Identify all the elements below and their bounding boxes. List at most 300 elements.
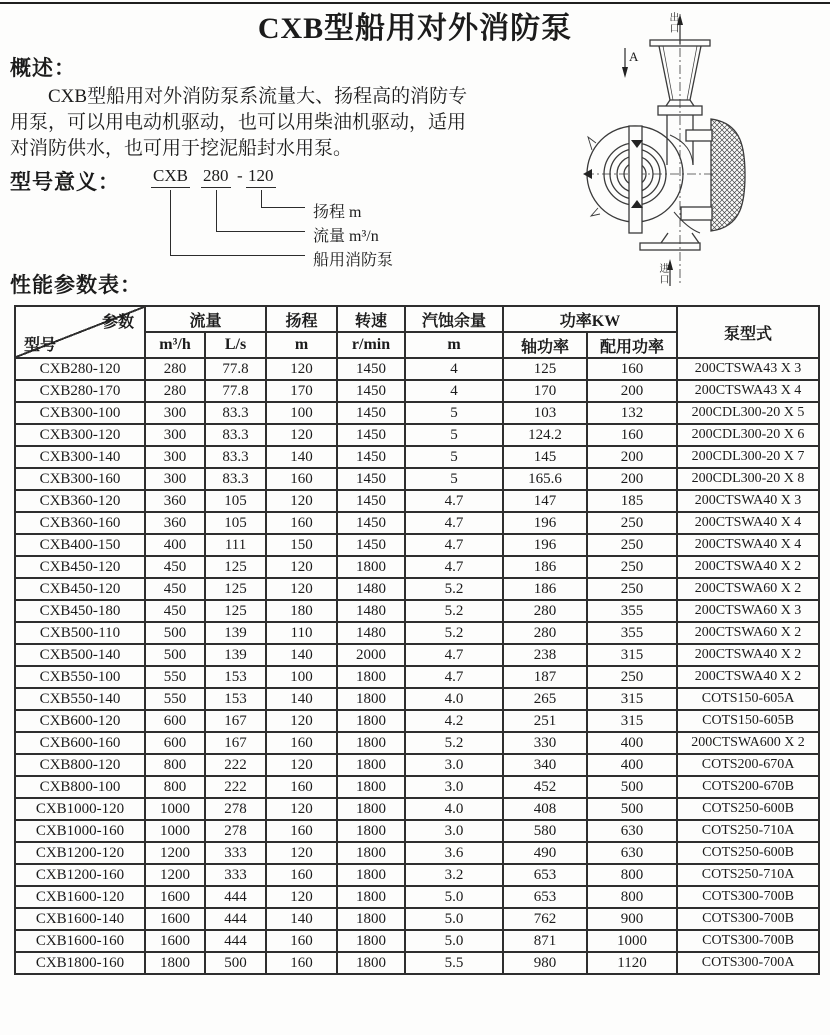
table-row: [15, 534, 819, 556]
pump-type-cell: 200CTSWA600 X 2: [677, 732, 819, 754]
value-cell: 1450: [337, 380, 405, 402]
model-cell: CXB600-160: [15, 732, 145, 754]
model-cell: CXB280-120: [15, 358, 145, 380]
col-flow-m3h: m³/h: [145, 332, 205, 358]
value-cell: 653: [503, 864, 587, 886]
value-cell: 800: [145, 776, 205, 798]
pump-type-cell: 200CTSWA43 X 3: [677, 358, 819, 380]
value-cell: 160: [266, 776, 337, 798]
value-cell: 120: [266, 358, 337, 380]
value-cell: 1800: [337, 886, 405, 908]
value-cell: 1450: [337, 512, 405, 534]
table-row: [15, 424, 819, 446]
value-cell: 120: [266, 842, 337, 864]
value-cell: 120: [266, 556, 337, 578]
value-cell: 1800: [337, 754, 405, 776]
model-meaning-heading: 型号意义：: [10, 170, 120, 194]
col-shaft-power: 轴功率: [503, 332, 587, 358]
col-group-power: 功率KW: [503, 306, 677, 332]
value-cell: 600: [145, 710, 205, 732]
value-cell: 3.6: [405, 842, 503, 864]
value-cell: 450: [145, 556, 205, 578]
value-cell: 400: [587, 754, 677, 776]
table-row: [15, 402, 819, 424]
value-cell: 185: [587, 490, 677, 512]
value-cell: 77.8: [205, 380, 266, 402]
model-cell: CXB450-120: [15, 556, 145, 578]
value-cell: 280: [145, 380, 205, 402]
header-row-1: [15, 306, 819, 332]
value-cell: 490: [503, 842, 587, 864]
value-cell: 5.2: [405, 578, 503, 600]
value-cell: 132: [587, 402, 677, 424]
value-cell: 5: [405, 424, 503, 446]
value-cell: 105: [205, 490, 266, 512]
table-row: [15, 930, 819, 952]
value-cell: 1480: [337, 622, 405, 644]
value-cell: 200: [587, 468, 677, 490]
model-cell: CXB550-100: [15, 666, 145, 688]
value-cell: 2000: [337, 644, 405, 666]
value-cell: 222: [205, 754, 266, 776]
pump-type-cell: COTS250-710A: [677, 864, 819, 886]
value-cell: 355: [587, 622, 677, 644]
model-cell: CXB280-170: [15, 380, 145, 402]
value-cell: 153: [205, 688, 266, 710]
value-cell: 278: [205, 820, 266, 842]
value-cell: 280: [503, 600, 587, 622]
model-cell: CXB1600-140: [15, 908, 145, 930]
value-cell: 160: [266, 468, 337, 490]
value-cell: 165.6: [503, 468, 587, 490]
value-cell: 180: [266, 600, 337, 622]
table-row: [15, 842, 819, 864]
table-row: [15, 644, 819, 666]
value-cell: 110: [266, 622, 337, 644]
value-cell: 1600: [145, 886, 205, 908]
value-cell: 160: [587, 358, 677, 380]
model-cell: CXB1000-160: [15, 820, 145, 842]
table-row: [15, 622, 819, 644]
model-code-flow: 280: [201, 166, 231, 188]
col-rated-power: 配用功率: [587, 332, 677, 358]
value-cell: 4.7: [405, 490, 503, 512]
value-cell: 280: [145, 358, 205, 380]
pump-type-cell: 200CTSWA40 X 4: [677, 534, 819, 556]
value-cell: 3.0: [405, 820, 503, 842]
col-head-unit: m: [266, 332, 337, 358]
value-cell: 5.0: [405, 886, 503, 908]
value-cell: 5: [405, 402, 503, 424]
value-cell: 1800: [337, 930, 405, 952]
table-row: [15, 776, 819, 798]
value-cell: 1800: [337, 666, 405, 688]
value-cell: 187: [503, 666, 587, 688]
value-cell: 1450: [337, 402, 405, 424]
value-cell: 1800: [337, 556, 405, 578]
table-row: [15, 754, 819, 776]
value-cell: 1450: [337, 358, 405, 380]
value-cell: 300: [145, 402, 205, 424]
pump-type-cell: 200CDL300-20 X 7: [677, 446, 819, 468]
value-cell: 3.0: [405, 754, 503, 776]
value-cell: 1450: [337, 534, 405, 556]
value-cell: 200: [587, 446, 677, 468]
value-cell: 1450: [337, 490, 405, 512]
connector-line-type: [170, 190, 305, 256]
table-row: [15, 380, 819, 402]
value-cell: 500: [145, 644, 205, 666]
value-cell: 140: [266, 908, 337, 930]
value-cell: 1450: [337, 424, 405, 446]
value-cell: 153: [205, 666, 266, 688]
value-cell: 1000: [145, 820, 205, 842]
value-cell: 444: [205, 908, 266, 930]
value-cell: 1800: [337, 732, 405, 754]
value-cell: 124.2: [503, 424, 587, 446]
model-cell: CXB300-100: [15, 402, 145, 424]
overview-heading: 概述：: [10, 56, 76, 80]
value-cell: 111: [205, 534, 266, 556]
table-row: [15, 556, 819, 578]
value-cell: 630: [587, 842, 677, 864]
corner-cell: [15, 306, 145, 358]
pump-type-cell: 200CTSWA60 X 2: [677, 622, 819, 644]
overview-line: 对消防供水，也可用于挖泥船封水用泵。: [10, 138, 353, 159]
value-cell: 83.3: [205, 446, 266, 468]
value-cell: 300: [145, 424, 205, 446]
value-cell: 278: [205, 798, 266, 820]
value-cell: 139: [205, 644, 266, 666]
value-cell: 1800: [337, 952, 405, 974]
value-cell: 360: [145, 512, 205, 534]
value-cell: 200: [587, 380, 677, 402]
value-cell: 800: [587, 864, 677, 886]
value-cell: 160: [266, 930, 337, 952]
value-cell: 4.7: [405, 556, 503, 578]
inlet-label: 进口: [657, 263, 668, 285]
value-cell: 167: [205, 732, 266, 754]
value-cell: 300: [145, 446, 205, 468]
table-row: [15, 820, 819, 842]
pump-type-cell: 200CTSWA40 X 2: [677, 644, 819, 666]
pump-type-cell: 200CTSWA60 X 3: [677, 600, 819, 622]
overview-paragraph: [10, 84, 585, 162]
value-cell: 103: [503, 402, 587, 424]
value-cell: 186: [503, 556, 587, 578]
pump-type-cell: COTS300-700B: [677, 930, 819, 952]
pump-type-cell: 200CTSWA40 X 2: [677, 666, 819, 688]
value-cell: 120: [266, 424, 337, 446]
value-cell: 315: [587, 688, 677, 710]
table-row: [15, 600, 819, 622]
model-code-separator: -: [237, 166, 243, 185]
overview-line: CXB型船用对外消防泵系流量大、扬程高的消防专: [48, 86, 468, 107]
table-row: [15, 490, 819, 512]
value-cell: 4.2: [405, 710, 503, 732]
value-cell: 250: [587, 578, 677, 600]
pump-type-cell: COTS150-605B: [677, 710, 819, 732]
model-cell: CXB300-160: [15, 468, 145, 490]
value-cell: 140: [266, 446, 337, 468]
value-cell: 355: [587, 600, 677, 622]
value-cell: 452: [503, 776, 587, 798]
value-cell: 4.7: [405, 666, 503, 688]
table-row: [15, 864, 819, 886]
pump-type-cell: COTS200-670A: [677, 754, 819, 776]
value-cell: 600: [145, 732, 205, 754]
performance-table: [14, 305, 820, 975]
col-npsh-unit: m: [405, 332, 503, 358]
section-a-label: A: [629, 49, 639, 64]
table-row: [15, 886, 819, 908]
model-cell: CXB450-180: [15, 600, 145, 622]
value-cell: 4: [405, 358, 503, 380]
value-cell: 125: [503, 358, 587, 380]
value-cell: 120: [266, 754, 337, 776]
value-cell: 500: [205, 952, 266, 974]
value-cell: 145: [503, 446, 587, 468]
col-group-flow: 流量: [145, 306, 266, 332]
pump-type-cell: COTS150-605A: [677, 688, 819, 710]
value-cell: 5.0: [405, 908, 503, 930]
value-cell: 315: [587, 644, 677, 666]
pump-type-cell: COTS300-700B: [677, 886, 819, 908]
value-cell: 450: [145, 578, 205, 600]
value-cell: 1800: [337, 820, 405, 842]
model-cell: CXB1600-120: [15, 886, 145, 908]
col-flow-ls: L/s: [205, 332, 266, 358]
col-pump-type: 泵型式: [677, 306, 819, 358]
value-cell: 140: [266, 644, 337, 666]
value-cell: 800: [587, 886, 677, 908]
value-cell: 160: [266, 952, 337, 974]
value-cell: 1800: [145, 952, 205, 974]
value-cell: 160: [266, 732, 337, 754]
model-cell: CXB500-140: [15, 644, 145, 666]
col-head: 扬程: [266, 306, 337, 332]
value-cell: 83.3: [205, 424, 266, 446]
table-row: [15, 512, 819, 534]
col-speed-unit: r/min: [337, 332, 405, 358]
value-cell: 653: [503, 886, 587, 908]
value-cell: 1200: [145, 864, 205, 886]
value-cell: 1600: [145, 908, 205, 930]
performance-table-heading: 性能参数表：: [10, 273, 142, 297]
model-cell: CXB1800-160: [15, 952, 145, 974]
value-cell: 1480: [337, 578, 405, 600]
model-cell: CXB1200-120: [15, 842, 145, 864]
value-cell: 120: [266, 710, 337, 732]
col-speed: 转速: [337, 306, 405, 332]
value-cell: 139: [205, 622, 266, 644]
model-cell: CXB450-120: [15, 578, 145, 600]
value-cell: 250: [587, 512, 677, 534]
model-cell: CXB1600-160: [15, 930, 145, 952]
value-cell: 170: [266, 380, 337, 402]
pump-type-cell: 200CTSWA43 X 4: [677, 380, 819, 402]
value-cell: 5.2: [405, 732, 503, 754]
performance-table-body: [15, 358, 819, 974]
value-cell: 1450: [337, 468, 405, 490]
value-cell: 333: [205, 842, 266, 864]
value-cell: 500: [145, 622, 205, 644]
model-cell: CXB400-150: [15, 534, 145, 556]
value-cell: 120: [266, 490, 337, 512]
value-cell: 251: [503, 710, 587, 732]
value-cell: 4.0: [405, 688, 503, 710]
value-cell: 5.5: [405, 952, 503, 974]
value-cell: 871: [503, 930, 587, 952]
value-cell: 1200: [145, 842, 205, 864]
value-cell: 550: [145, 666, 205, 688]
value-cell: 238: [503, 644, 587, 666]
table-row: [15, 358, 819, 380]
value-cell: 120: [266, 578, 337, 600]
model-cell: CXB800-100: [15, 776, 145, 798]
value-cell: 330: [503, 732, 587, 754]
table-row: [15, 666, 819, 688]
table-row: [15, 688, 819, 710]
value-cell: 160: [266, 512, 337, 534]
value-cell: 315: [587, 710, 677, 732]
value-cell: 3.0: [405, 776, 503, 798]
value-cell: 280: [503, 622, 587, 644]
value-cell: 360: [145, 490, 205, 512]
value-cell: 186: [503, 578, 587, 600]
value-cell: 170: [503, 380, 587, 402]
value-cell: 1450: [337, 446, 405, 468]
value-cell: 580: [503, 820, 587, 842]
table-row: [15, 578, 819, 600]
value-cell: 3.2: [405, 864, 503, 886]
model-cell: CXB600-120: [15, 710, 145, 732]
value-cell: 105: [205, 512, 266, 534]
pump-type-cell: 200CDL300-20 X 8: [677, 468, 819, 490]
value-cell: 500: [587, 776, 677, 798]
value-cell: 980: [503, 952, 587, 974]
value-cell: 83.3: [205, 468, 266, 490]
value-cell: 630: [587, 820, 677, 842]
label-pump-type: 船用消防泵: [313, 252, 394, 269]
pump-type-cell: COTS250-600B: [677, 842, 819, 864]
model-cell: CXB1200-160: [15, 864, 145, 886]
model-cell: CXB800-120: [15, 754, 145, 776]
pump-type-cell: 200CTSWA40 X 4: [677, 512, 819, 534]
value-cell: 125: [205, 600, 266, 622]
col-npsh: 汽蚀余量: [405, 306, 503, 332]
pump-type-cell: 200CTSWA60 X 2: [677, 578, 819, 600]
value-cell: 1800: [337, 864, 405, 886]
table-row: [15, 952, 819, 974]
value-cell: 250: [587, 556, 677, 578]
table-row: [15, 798, 819, 820]
table-row: [15, 710, 819, 732]
model-cell: CXB300-140: [15, 446, 145, 468]
value-cell: 150: [266, 534, 337, 556]
value-cell: 147: [503, 490, 587, 512]
table-row: [15, 732, 819, 754]
value-cell: 4: [405, 380, 503, 402]
value-cell: 5.2: [405, 600, 503, 622]
value-cell: 5.2: [405, 622, 503, 644]
corner-model-label: 型号: [24, 337, 57, 354]
value-cell: 1800: [337, 842, 405, 864]
pump-type-cell: 200CDL300-20 X 5: [677, 402, 819, 424]
pump-type-cell: COTS250-600B: [677, 798, 819, 820]
page-title: CXB型船用对外消防泵: [257, 12, 573, 45]
model-cell: CXB550-140: [15, 688, 145, 710]
table-row: [15, 908, 819, 930]
pump-technical-drawing: [582, 0, 827, 292]
pump-type-cell: COTS300-700B: [677, 908, 819, 930]
value-cell: 160: [266, 820, 337, 842]
value-cell: 1000: [587, 930, 677, 952]
value-cell: 250: [587, 534, 677, 556]
value-cell: 450: [145, 600, 205, 622]
value-cell: 120: [266, 886, 337, 908]
pump-type-cell: COTS200-670B: [677, 776, 819, 798]
label-flow-m3: 流量 m³/n: [313, 228, 379, 245]
value-cell: 160: [587, 424, 677, 446]
value-cell: 1120: [587, 952, 677, 974]
outlet-label: 出口: [667, 12, 678, 34]
value-cell: 196: [503, 534, 587, 556]
value-cell: 1600: [145, 930, 205, 952]
value-cell: 5: [405, 446, 503, 468]
value-cell: 1480: [337, 600, 405, 622]
model-cell: CXB360-120: [15, 490, 145, 512]
overview-line: 用泵，可以用电动机驱动，也可以用柴油机驱动，适用: [10, 112, 467, 133]
model-cell: CXB500-110: [15, 622, 145, 644]
value-cell: 444: [205, 930, 266, 952]
value-cell: 500: [587, 798, 677, 820]
value-cell: 1800: [337, 776, 405, 798]
table-row: [15, 446, 819, 468]
value-cell: 340: [503, 754, 587, 776]
value-cell: 83.3: [205, 402, 266, 424]
value-cell: 1800: [337, 710, 405, 732]
pump-type-cell: COTS250-710A: [677, 820, 819, 842]
model-cell: CXB360-160: [15, 512, 145, 534]
model-code-prefix: CXB: [151, 166, 190, 188]
value-cell: 1800: [337, 798, 405, 820]
value-cell: 250: [587, 666, 677, 688]
value-cell: 444: [205, 886, 266, 908]
value-cell: 222: [205, 776, 266, 798]
pump-type-cell: 200CDL300-20 X 6: [677, 424, 819, 446]
value-cell: 77.8: [205, 358, 266, 380]
value-cell: 800: [145, 754, 205, 776]
pump-type-cell: COTS300-700A: [677, 952, 819, 974]
value-cell: 125: [205, 578, 266, 600]
value-cell: 900: [587, 908, 677, 930]
table-row: [15, 468, 819, 490]
value-cell: 400: [587, 732, 677, 754]
value-cell: 5: [405, 468, 503, 490]
value-cell: 160: [266, 864, 337, 886]
value-cell: 550: [145, 688, 205, 710]
pump-type-cell: 200CTSWA40 X 3: [677, 490, 819, 512]
value-cell: 100: [266, 402, 337, 424]
value-cell: 4.7: [405, 644, 503, 666]
value-cell: 120: [266, 798, 337, 820]
value-cell: 762: [503, 908, 587, 930]
value-cell: 4.0: [405, 798, 503, 820]
value-cell: 196: [503, 512, 587, 534]
model-cell: CXB300-120: [15, 424, 145, 446]
model-code-diagram: [145, 166, 585, 281]
